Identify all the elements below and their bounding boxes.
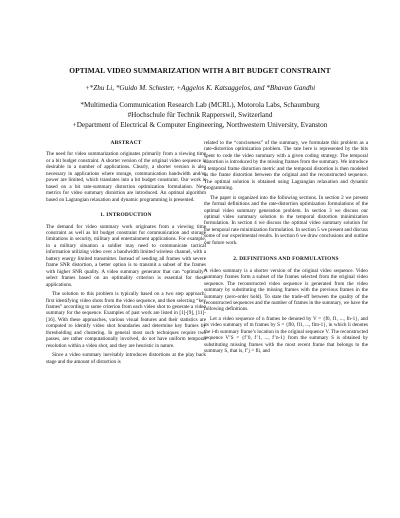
- definitions-heading: 2. DEFINITIONS AND FORMULATIONS: [233, 256, 339, 263]
- intro-paragraph-3: Since a video summary inevitably introduces distortions at the play back stage and the amount of distortion is: [46, 352, 206, 365]
- paper-title: OPTIMAL VIDEO SUMMARIZATION WITH A BIT BUDGET CONSTRAINT: [69, 66, 331, 75]
- definitions-paragraph-2: Let a video sequence of n frames be denoted by V = {f0, f1, ..., fn-1}, and its video summary of m frames by S = {fl0, fl1, ..., flm-1}, in which li denotes the i-th summary frame’s location in the original sequence V. The reconstructed sequence V’S = {f’0, f’1, ..., f’n-1} from the summary S is obtained by substituting missing frames with the most recent frame that belongs to the summary S, that is, f’j = fli, and: [204, 315, 368, 355]
- affiliations: [20, 101, 380, 130]
- right-column: [204, 140, 368, 358]
- author-list: +*Zhu Li, *Guido M. Schuster, +Aggelos K. Katsaggelos, and *Bhavan Gandhi: [84, 84, 316, 92]
- introduction-heading: 1. INTRODUCTION: [100, 212, 152, 219]
- affiliation-1: *Multimedia Communication Research Lab (MCRL), Motorola Labs, Schaumburg: [80, 101, 320, 109]
- affiliation-2: #Hochschule für Technik Rapperswil, Switzerland: [127, 110, 273, 119]
- abstract-text: The need for video summarization originates primarily from a viewing time or a bit budget constraint. A shorter version of the original video sequence is desirable in a number of applications. Clearly, a shorter version is also necessary in applications where storage, communication bandwidth and/or power are limited, which translates into a bit budget constraint. Our work is based on a bit rate-summary distortion optimization formulation. New metrics for video summary distortion are introduced. An optimal algorithm based on Lagrangian relaxation and dynamic programming is presented.: [46, 151, 206, 203]
- definitions-paragraph-1: A video summary is a shorter version of the original video sequence. Video summary frames form a subset of the frames selected from the original video sequence. The reconstructed video sequence is generated from the video summary by substituting the missing frames with the previous frames in the summary (zero-order hold). To state the trade-off between the quality of the reconstructed sequences and the number of frames in the summary, we have the following definitions.: [204, 267, 368, 313]
- intro-paragraph-5: The paper is organized into the following sections. In section 2 we present the formal definitions and the rate-distortion optimization formulations of the optimal video summary generation problem. In section 3 we discuss our optimal video summary solution to the temporal distortion minimization formulation. In section 4 we discuss the optimal video summary solution for the temporal rate minimization formulation. In section 5 we present and discuss some of our experimental results. In section 6 we draw conclusions and outline our future work.: [204, 194, 368, 246]
- affiliation-3: +Department of Electrical & Computer Engineering, Northwestern University, Evanston: [72, 120, 328, 129]
- intro-paragraph-2: The solution to this problem is typically based on a two step approach: first identifying video shots from the video sequence, and then selecting “key frames” according to some criterion from each video shot to generate a video summary for the sequence. Examples of past work are listed in [1]-[9], [11]-[16]. With these approaches, various visual features and their statistics are computed to identify video shot boundaries and determine key frames by thresholding and clustering. In general most such techniques require two passes, are rather computationally involved, do not have uniform temporal resolution within a video shot, and they are heuristic in nature.: [46, 291, 206, 349]
- intro-paragraph-4: related to the “conciseness” of the summary, we formulate this problem as a rate-distortion optimization problem. The rate here is represented by the bits spent to code the video summary with a given coding strategy. The temporal distortion is introduced by the missing frames from the summary. We introduce a temporal frame distortion metric and the temporal distortion is then modeled as the frame distortion between the original and the reconstructed sequence. The optimal solution is obtained using Lagrangian relaxation and dynamic programming.: [204, 140, 368, 192]
- abstract-heading: ABSTRACT: [110, 140, 142, 146]
- intro-paragraph-1: The demand for video summary work originates from a viewing time constraint as well as bit budget constraint for communication and storage limitations in security, military and entertainment applications. For example, in a military situation a soldier may need to communicate tactical information utilizing video over a bandwidth limited wireless channel, with a battery energy limited transmitter. Instead of sending all frames with severe frame SNR distortion, a better option is to transmit a subset of the frames with higher SNR quality. A video summary generator that can “optimally” select frames based on an optimality criterion is essential for these applications.: [46, 223, 206, 288]
- left-column: [46, 140, 206, 368]
